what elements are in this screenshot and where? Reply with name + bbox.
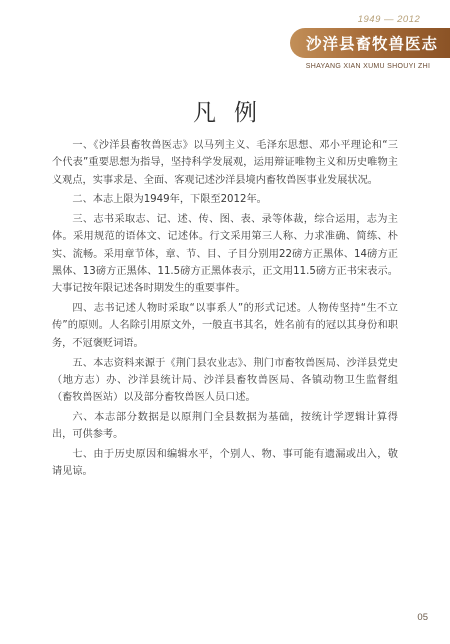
header-pinyin-title: SHAYANG XIAN XUMU SHOUYI ZHI bbox=[305, 63, 431, 70]
paragraph-7: 七、由于历史原因和编辑水平，个别人、物、事可能有遗漏或出入，敬请见谅。 bbox=[52, 449, 398, 478]
paragraph-2: 二、本志上限为1949年，下限至2012年。 bbox=[72, 194, 267, 206]
paragraph-3: 三、志书采取志、记、述、传、图、表、录等体裁，综合运用，志为主体。采用规范的语体文、记述体。行文采用第三人称、力求准确、简练、朴实、流畅。采用章节体，章、节、目、子目分别用22磅方正黑体、14磅方正黑体、13磅方正黑体、11.5磅方正黑体表示，正文用11.5磅方正书宋表示。大事记按年限记述各时期发生的重要事件。 bbox=[52, 214, 398, 295]
body-text bbox=[52, 137, 398, 483]
paragraph-6: 六、本志部分数据是以原荆门全县数据为基础，按统计学逻辑计算得出，可供参考。 bbox=[52, 411, 398, 441]
header-years: 1949 — 2012 bbox=[357, 14, 421, 25]
page-title: 凡例 bbox=[193, 100, 275, 126]
header-book-title: 沙洋县畜牧兽医志 bbox=[306, 35, 439, 53]
paragraph-1: 一、《沙洋县畜牧兽医志》以马列主义、毛泽东思想、邓小平理论和“三个代表”重要思想为指导，坚持科学发展观，运用辩证唯物主义和历史唯物主义观点，实事求是、全面、客观记述沙洋县境内畜牧兽医事业发展状况。 bbox=[52, 140, 398, 186]
paragraph-4: 四、志书记述人物时采取“以事系人”的形式记述。人物传坚持“生不立传”的原则。人名除引用原文外，一般直书其名，姓名前有的冠以其身份和职务，不冠褒贬词语。 bbox=[52, 303, 398, 349]
paragraph-5: 五、本志资料来源于《荆门县农业志》、荆门市畜牧兽医局、沙洋县党史（地方志）办、沙洋县统计局、沙洋县畜牧兽医局、各镇动物卫生监督组（畜牧兽医站）以及部分畜牧兽医人员口述。 bbox=[52, 357, 398, 404]
page-number: 05 bbox=[417, 612, 428, 623]
